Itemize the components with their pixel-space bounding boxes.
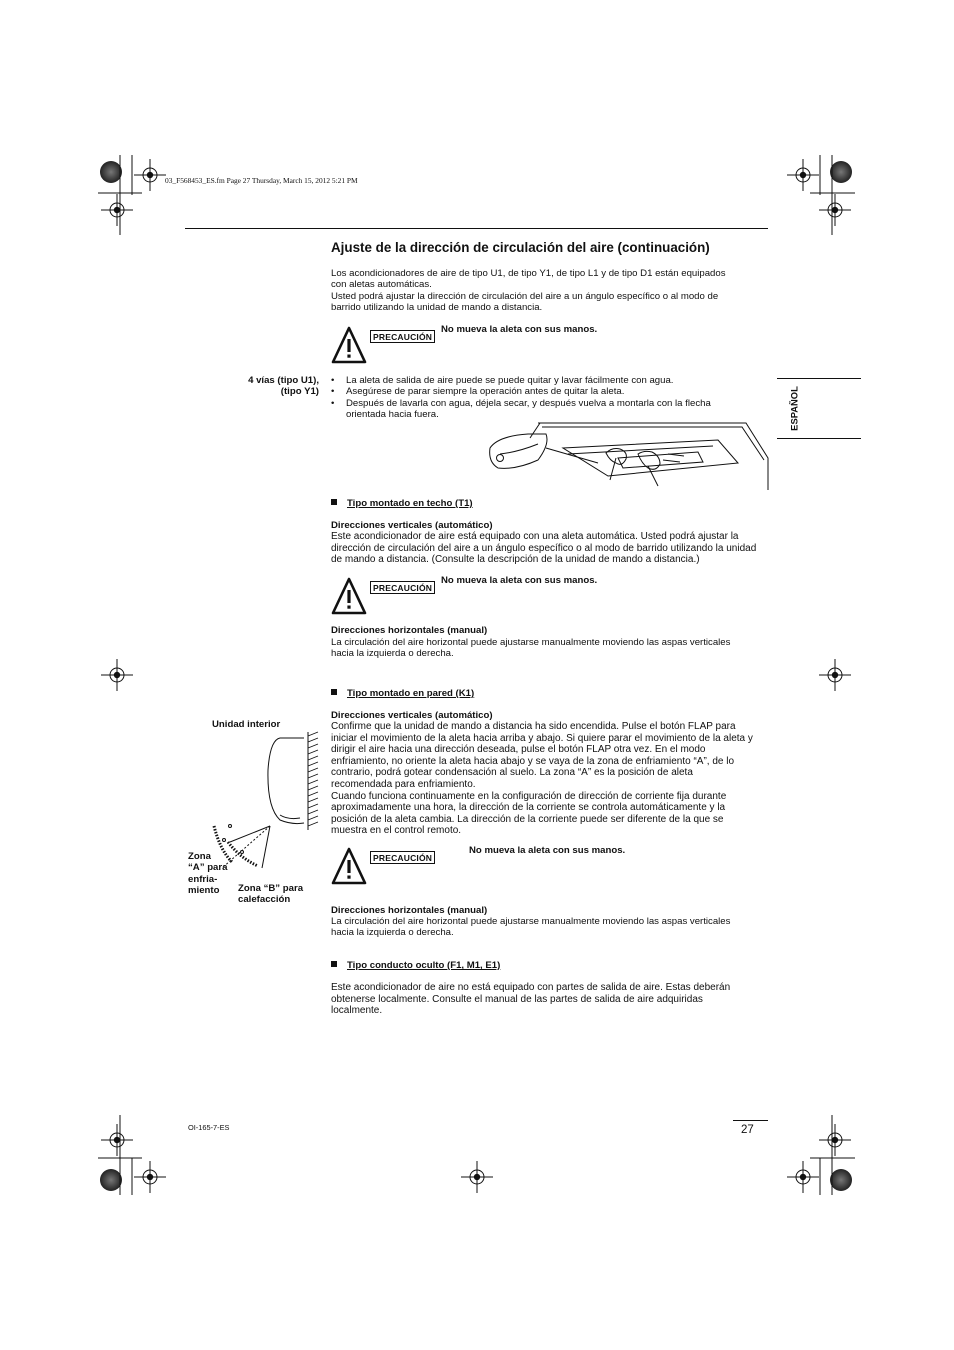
- caution-label: PRECAUCIÓN: [370, 581, 435, 594]
- four-way-bullets: [331, 375, 751, 421]
- fig-zone-a-label: Zona “A” para enfria- miento: [188, 851, 228, 897]
- language-tab: ESPAÑOL: [788, 386, 800, 431]
- caution-label: PRECAUCIÓN: [370, 851, 435, 864]
- k1-heading: Tipo montado en pared (K1): [331, 688, 474, 699]
- wall-unit-diagram: [200, 730, 325, 870]
- file-stamp: 03_F568453_ES.fm Page 27 Thursday, March 15, 2012 5:21 PM: [165, 176, 358, 185]
- duct-text: Este acondicionador de aire no está equipado con partes de salida de aire. Estas deberán obtenerse localmente. Consulte el manual de las partes de salida de aire adquiridas localmente.: [331, 982, 731, 1017]
- list-item: • La aleta de salida de aire puede se puede quitar y lavar fácilmente con agua.: [331, 375, 751, 386]
- list-item: • Asegúrese de parar siempre la operación antes de quitar la aleta.: [331, 386, 751, 397]
- t1-heading: Tipo montado en techo (T1): [331, 498, 473, 509]
- footer-code: OI-165-7-ES: [188, 1123, 230, 1132]
- page-number: 27: [741, 1124, 754, 1136]
- t1-vertical-title: Direcciones verticales (automático): [331, 520, 493, 531]
- warning-icon: [331, 576, 367, 616]
- four-way-label: 4 vías (tipo U1), (tipo Y1): [248, 375, 319, 398]
- caution-text: No mueva la aleta con sus manos.: [441, 324, 598, 335]
- warning-icon: [331, 846, 367, 886]
- intro-paragraph: Los acondicionadores de aire de tipo U1, de tipo Y1, de tipo L1 y de tipo D1 están equipados con aletas automáticas. Usted podrá ajustar la dirección de circulación del aire a un ángulo específico o al modo de barrido utilizando la unidad de mando a distancia.: [331, 268, 726, 314]
- k1-horizontal-text: La circulación del aire horizontal puede ajustarse manualmente moviendo las aspas verticales hacia la izquierda o derecha.: [331, 916, 731, 939]
- k1-vertical-title: Direcciones verticales (automático): [331, 710, 493, 721]
- page-number-rule: [733, 1120, 768, 1121]
- k1-horizontal-title: Direcciones horizontales (manual): [331, 905, 488, 916]
- k1-vertical-text: Confirme que la unidad de mando a distancia ha sido encendida. Pulse el botón FLAP para iniciar el movimiento de la aleta hacia arriba y abajo. Si quiere parar el movimiento de la aleta y dirigir el aire hacia una dirección deseada, pulse el botón FLAP otra vez. En el modo enfriamiento, no oriente la aleta hacia abajo y se vaya de la zona de enfriamiento “A”, de lo contrario, podrá gotear condensación al suelo. La zona “A” es la posición de aleta recomendada para enfriamiento. Cuando funciona continuamente en la configuración de dirección de corriente fija durante aproximadamente una hora, la dirección de la corriente se controla automáticamente y la posición de la aleta cambia. La dirección de la corriente puede ser diferente de la que se muestra en el control remoto.: [331, 721, 753, 837]
- list-item: • Después de lavarla con agua, déjela secar, y después vuelva a montarla con la flecha orientada hacia fuera.: [331, 398, 751, 421]
- t1-horizontal-text: La circulación del aire horizontal puede ajustarse manualmente moviendo las aspas verticales hacia la izquierda o derecha.: [331, 637, 731, 660]
- cassette-flap-illustration: [488, 418, 770, 492]
- duct-heading: Tipo conducto oculto (F1, M1, E1): [331, 960, 500, 971]
- t1-horizontal-title: Direcciones horizontales (manual): [331, 625, 488, 636]
- t1-vertical-text: Este acondicionador de aire está equipado con una aleta automática. Usted podrá ajustar la dirección de circulación del aire a un ángulo específico o al modo de barrido utilizando la unidad de mando a distancia. (Consulte la descripción de la unidad de mando a distancia.): [331, 531, 757, 566]
- side-tab-top-rule: [777, 378, 861, 379]
- top-rule: [185, 228, 768, 229]
- page-heading: Ajuste de la dirección de circulación del aire (continuación): [331, 240, 710, 255]
- caution-text: No mueva la aleta con sus manos.: [441, 575, 598, 586]
- warning-icon: [331, 325, 367, 365]
- fig-zone-b-label: Zona “B” para calefacción: [238, 883, 304, 906]
- caution-label: PRECAUCIÓN: [370, 330, 435, 343]
- side-tab-bottom-rule: [777, 438, 861, 439]
- fig-indoor-unit-label: Unidad interior: [212, 719, 281, 730]
- caution-text: No mueva la aleta con sus manos.: [469, 845, 626, 856]
